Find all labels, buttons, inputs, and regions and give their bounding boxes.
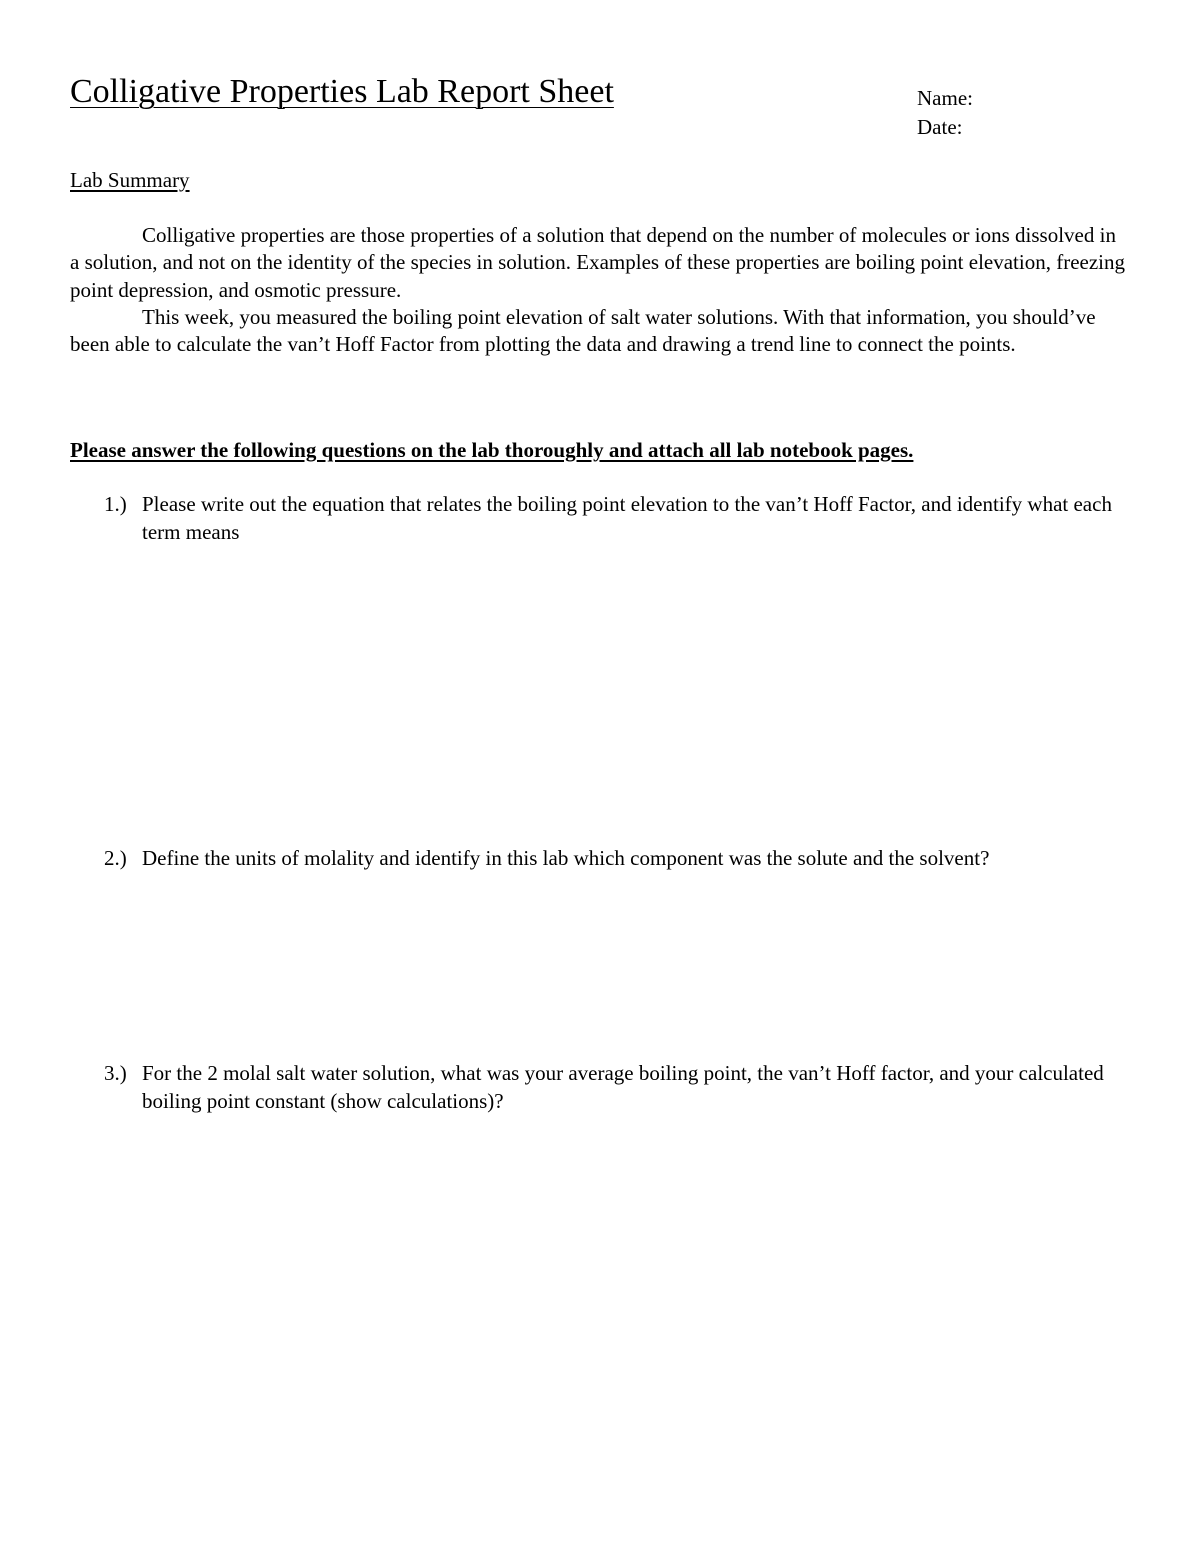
lab-summary-heading: Lab Summary: [70, 168, 190, 192]
question-1: [70, 490, 1134, 546]
question-number: 1.): [104, 492, 127, 516]
question-number: 3.): [104, 1061, 127, 1085]
summary-paragraph: This week, you measured the boiling point elevation of salt water solutions. With that information, you should’ve been able to calculate the van’t Hoff Factor from plotting the data and drawing a trend line to connect the points.: [70, 304, 1096, 357]
question-text: Define the units of molality and identify in this lab which component was the solute and the solvent?: [142, 846, 990, 870]
question-3: [70, 1059, 1134, 1115]
name-label: Name:: [917, 86, 973, 110]
date-label: Date:: [917, 115, 963, 139]
question-2: [70, 844, 1134, 872]
question-number: 2.): [104, 846, 127, 870]
instructions: Please answer the following questions on the lab thoroughly and attach all lab notebook pages.: [70, 438, 914, 462]
lab-summary-text: [70, 222, 1130, 358]
summary-paragraph: Colligative properties are those properties of a solution that depend on the number of molecules or ions dissolved in a solution, and not on the identity of the species in solution. Examples of these properties are boiling point elevation, freezing point depression, and osmotic pressure.: [70, 223, 1125, 302]
question-text: Please write out the equation that relates the boiling point elevation to the van’t Hoff Factor, and identify what each term means: [142, 492, 1112, 544]
question-text: For the 2 molal salt water solution, what was your average boiling point, the van’t Hoff factor, and your calculated boiling point constant (show calculations)?: [142, 1061, 1104, 1113]
document-title: Colligative Properties Lab Report Sheet: [70, 73, 614, 110]
student-info: [917, 84, 973, 142]
